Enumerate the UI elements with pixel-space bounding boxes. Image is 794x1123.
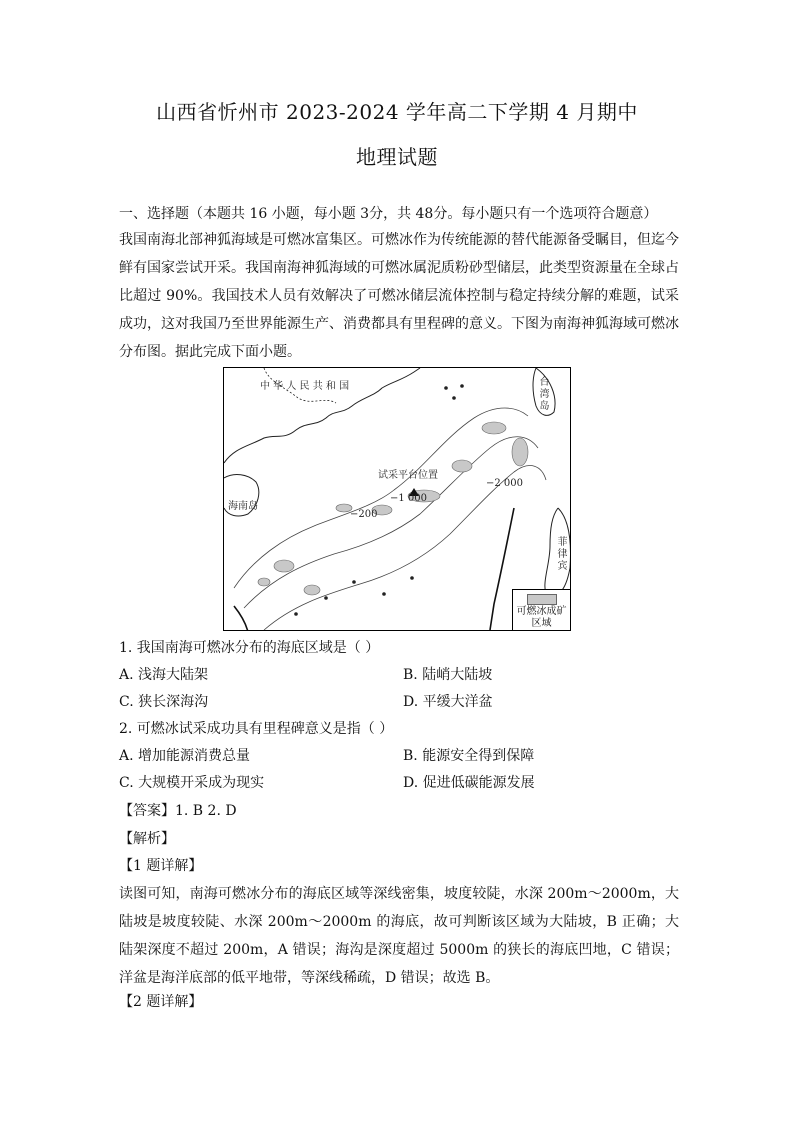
question-1-option-a[interactable]: A. 浅海大陆架 <box>119 667 209 683</box>
q1-detail-text: 读图可知，南海可燃冰分布的海底区域等深线密集，坡度较陡，水深 200m～2000m，大陆坡是坡度较陡、水深 200m～2000m 的海底，故可判断该区域为大陆坡，B 正确；大陆架深度不超过 200m，A 错误；海沟是深度超过 5000m 的狭长的海底凹地，C 错误；洋盆是海洋底部的低平地带，等深线稀疏，D 错误；故选 B。 <box>119 886 679 986</box>
label-taiwan: 台湾岛 <box>537 376 548 412</box>
label-depth-200: −200 <box>350 509 378 520</box>
trench-line <box>490 508 514 630</box>
question-2-option-d[interactable]: D. 促进低碳能源发展 <box>403 775 535 791</box>
answer-line: 【答案】1. B 2. D <box>119 803 237 819</box>
hydrate-zone <box>512 438 528 466</box>
analysis-label: 【解析】 <box>119 831 175 847</box>
label-depth-2000: −2 000 <box>486 478 524 489</box>
question-2-option-b[interactable]: B. 能源安全得到保障 <box>403 748 535 764</box>
legend-swatch <box>527 594 557 605</box>
question-1-option-d[interactable]: D. 平缓大洋盆 <box>403 694 493 710</box>
legend-label: 可燃冰成矿区域 <box>516 606 567 629</box>
map-figure <box>223 367 571 631</box>
contour-2000 <box>264 466 546 630</box>
south-left-arc <box>234 606 248 631</box>
document-subtitle: 地理试题 <box>356 145 438 169</box>
label-platform: 试采平台位置 <box>378 470 438 481</box>
q2-detail-label: 【2 题详解】 <box>119 994 203 1010</box>
intro-paragraph: 我国南海北部神狐海域是可燃冰富集区。可燃冰作为传统能源的替代能源备受瞩目，但迄今鲜有国家尝试开采。我国南海神狐海域的可燃冰属泥质粉砂型储层，此类型资源量在全球占比超过 90%。我国技术人员有效解决了可燃冰储层流体控制与稳定持续分解的难题，试采成功，这对我国乃至世界能源生产、消费都具有里程碑的意义。下图为南海神狐海域可燃冰分布图。据此完成下面小题。 <box>119 232 679 360</box>
question-1-stem: 1. 我国南海可燃冰分布的海底区域是（ ） <box>119 640 380 656</box>
question-1-option-c[interactable]: C. 狭长深海沟 <box>119 694 209 710</box>
hydrate-zone <box>274 560 294 572</box>
question-2-stem: 2. 可燃冰试采成功具有里程碑意义是指（ ） <box>119 721 394 737</box>
contour-1000 <box>244 437 538 608</box>
hydrate-zone <box>258 578 270 586</box>
label-china: 中 华 人 民 共 和 国 <box>260 381 350 392</box>
section-heading: 一、选择题（本题共 16 小题，每小题 3分，共 48分。每小题只有一个选项符合题意） <box>119 206 658 222</box>
document-title: 山西省忻州市 2023-2024 学年高二下学期 4 月期中 <box>156 100 638 124</box>
question-1-option-b[interactable]: B. 陆峭大陆坡 <box>403 667 493 683</box>
hydrate-zone <box>452 460 472 472</box>
label-philippines: 菲律宾 <box>555 536 566 572</box>
question-2-option-c[interactable]: C. 大规模开采成为现实 <box>119 775 265 791</box>
hydrate-zones <box>258 422 528 595</box>
label-hainan: 海南岛 <box>228 501 258 512</box>
label-depth-1000: −1 000 <box>390 493 428 504</box>
hydrate-zone <box>482 422 506 434</box>
map-legend <box>512 589 570 630</box>
q1-detail-label: 【1 题详解】 <box>119 858 203 874</box>
question-2-option-a[interactable]: A. 增加能源消费总量 <box>119 748 251 764</box>
hydrate-zone <box>304 585 320 595</box>
